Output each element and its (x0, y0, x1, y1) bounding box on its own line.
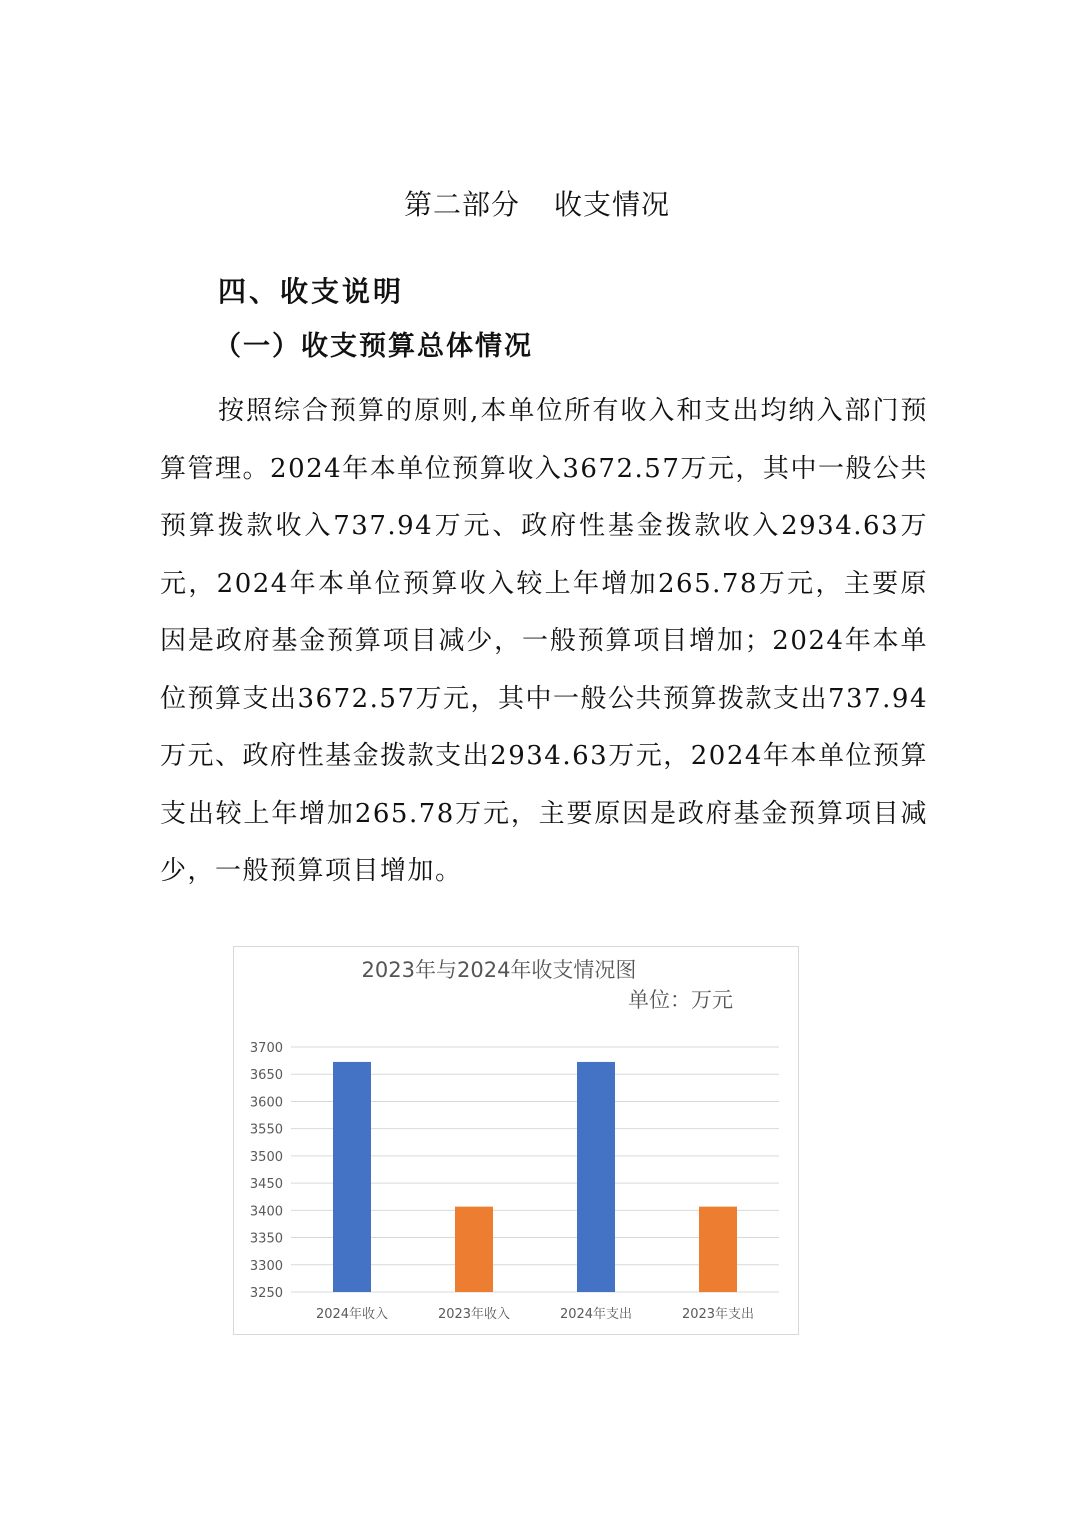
y-tick-label: 3500 (249, 1149, 283, 1165)
y-tick-label: 3700 (249, 1041, 283, 1056)
body-paragraph: 按照综合预算的原则,本单位所有收入和支出均纳入部门预算管理。2024年本单位预算收入3672.57万元，其中一般公共预算拨款收入737.94万元、政府性基金拨款收入2934.63万元，2024年本单位预算收入较上年增加265.78万元，主要原因是政府基金预算项目减少，一般预算项目增加；2024年本单位预算支出3672.57万元，其中一般公共预算拨款支出737.94万元、政府性基金拨款支出2934.63万元，2024年本单位预算支出较上年增加265.78万元，主要原因是政府基金预算项目减少，一般预算项目增加。 (160, 396, 928, 886)
y-tick-label: 3600 (249, 1095, 283, 1111)
chart-title: 2023年与2024年收支情况图 (361, 958, 637, 982)
bar-4 (699, 1207, 737, 1292)
bar-1 (333, 1062, 371, 1292)
bar-chart (234, 947, 800, 1336)
y-tick-label: 3250 (249, 1286, 283, 1301)
y-tick-label: 3450 (249, 1177, 283, 1193)
subsection-heading: （一）收支预算总体情况 (214, 331, 533, 362)
y-tick-label: 3300 (249, 1258, 283, 1274)
y-tick-label: 3550 (249, 1122, 283, 1138)
bars (333, 1062, 737, 1292)
chart-container (233, 946, 799, 1335)
chart-subtitle: 单位：万元 (628, 988, 733, 1012)
y-tick-label: 3400 (249, 1204, 283, 1220)
section-heading: 四、收支说明 (218, 275, 405, 308)
x-tick-label: 2023年收入 (437, 1307, 511, 1322)
part-title-number: 第二部分 (403, 188, 520, 221)
x-tick-label: 2024年收入 (315, 1307, 389, 1322)
y-tick-label: 3350 (249, 1231, 283, 1247)
x-axis-ticks (316, 1306, 754, 1322)
part-title-name: 收支情况 (554, 188, 671, 221)
bar-3 (577, 1062, 615, 1292)
part-title (0, 183, 1074, 223)
x-tick-label: 2023年支出 (681, 1307, 755, 1322)
y-axis-ticks (250, 1041, 283, 1301)
x-tick-label: 2024年支出 (559, 1307, 633, 1322)
bar-2 (455, 1207, 493, 1292)
y-tick-label: 3650 (249, 1068, 283, 1084)
